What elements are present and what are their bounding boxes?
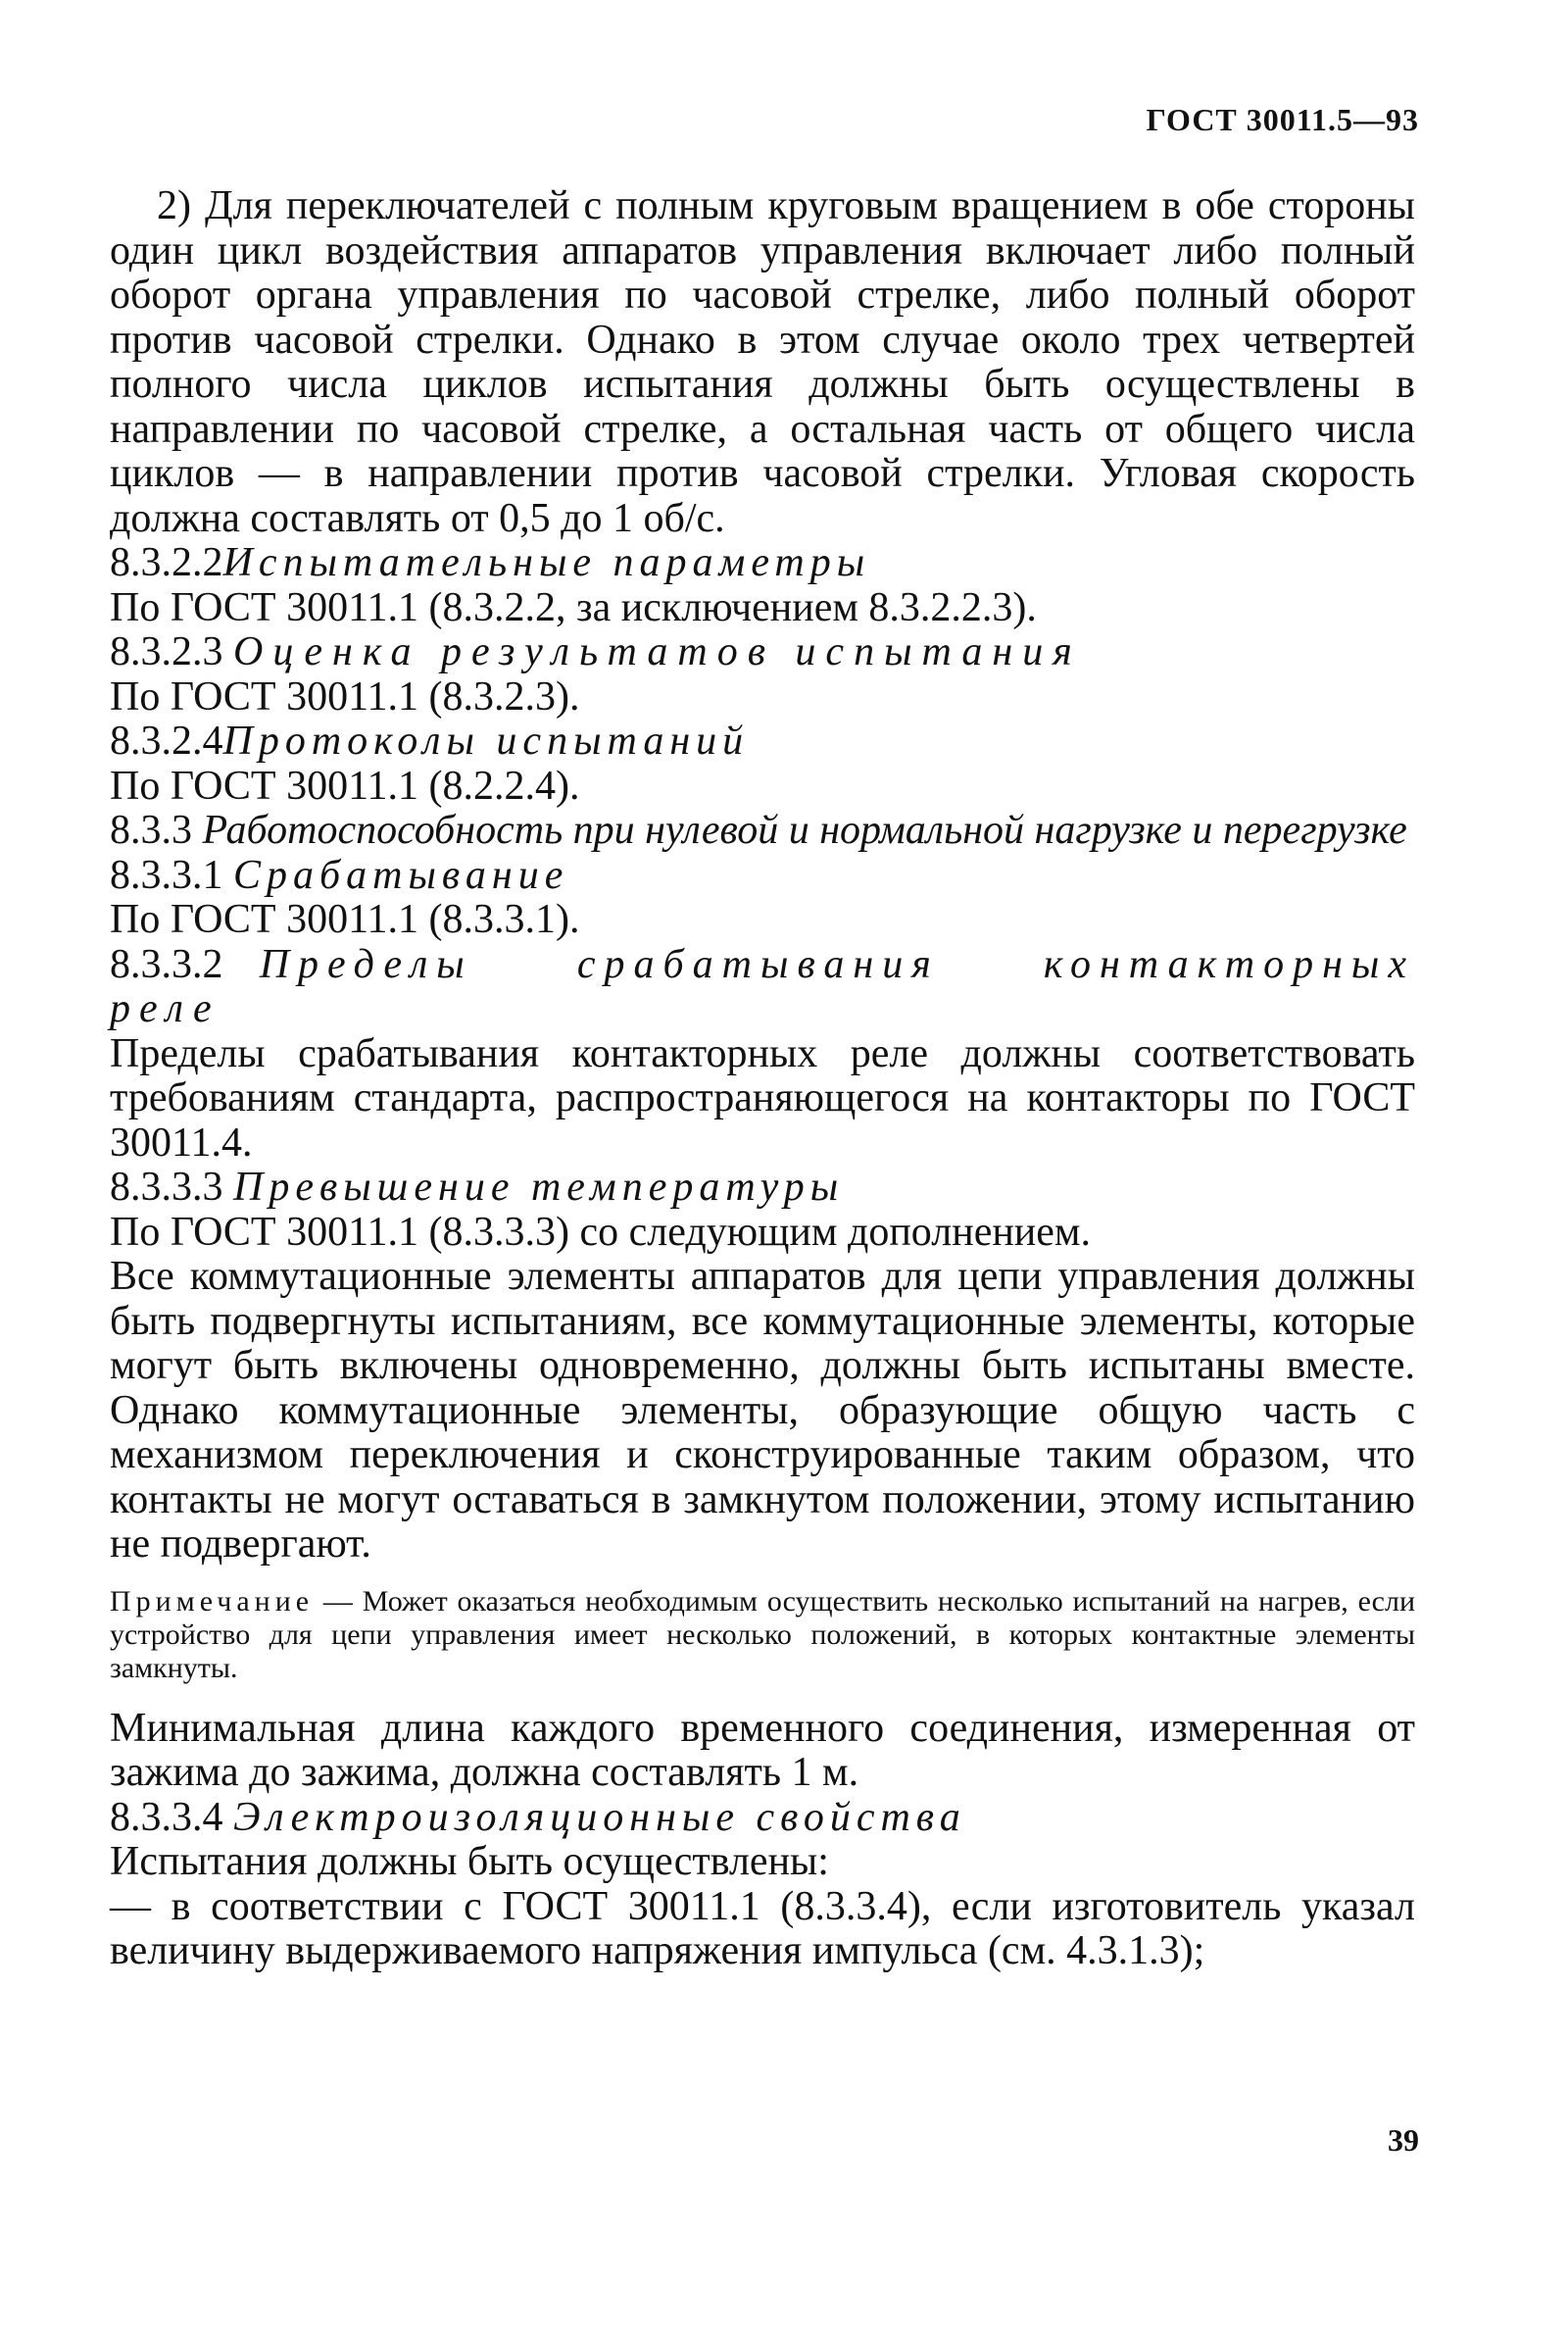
section-8-3-2-4-text: По ГОСТ 30011.1 (8.2.2.4). [110,763,580,809]
section-title: Работоспособность при нулевой и нормальной нагрузке и перегрузке [202,808,1407,853]
section-8-3-3-3-text: По ГОСТ 30011.1 (8.3.3.3) со следующим дополнением. [110,1209,1092,1255]
section-title: Оценка результатов испытания [233,629,1082,674]
section-title: Электроизоляционные свойства [233,1794,966,1840]
section-8-3-3-4-list-item: — в соответствии с ГОСТ 30011.1 (8.3.3.4), если изготовитель указал величину выдерживаемого напряжения импульса (см. 4.3.1.3); [110,1883,1415,1973]
section-number: 8.3.2.2 [110,540,223,585]
section-number: 8.3.3.3 [110,1165,223,1210]
section-title: Срабатывание [233,852,569,898]
section-title: Пределы срабатывания контакторных реле [110,941,1415,1031]
section-number: 8.3.3.2 [110,941,223,987]
section-number: 8.3.3 [110,808,192,853]
section-number: 8.3.2.3 [110,629,223,674]
page-number: 39 [1388,2122,1419,2158]
section-8-3-2-2-text: По ГОСТ 30011.1 (8.3.2.2, за исключением 8.3.2.2.3). [110,584,1037,630]
section-8-3-3-2-heading [110,943,1415,1032]
section-8-3-3-2-text: Пределы срабатывания контакторных реле должны соответствовать требованиям стандарта, распространяющегося на контакторы по ГОСТ 30011.4. [110,1030,1415,1166]
note-text: — Может оказаться необходимым осуществить несколько испытаний на нагрев, если устройство для цепи управления имеет несколько положений, в которых контактные элементы замкнуты. [110,1584,1415,1684]
section-8-3-2-4-heading [110,720,1415,765]
minimum-length-paragraph: Минимальная длина каждого временного соединения, измеренная от зажима до зажима, должна составлять 1 м. [110,1705,1415,1795]
section-number: 8.3.3.1 [110,852,223,898]
section-title: Испытательные параметры [222,540,871,585]
note-block [110,1585,1415,1685]
page-header: ГОСТ 30011.5—93 [1146,102,1419,137]
section-title: Протоколы испытаний [222,719,750,764]
section-8-3-3-4-text: Испытания должны быть осуществлены: [110,1839,829,1884]
section-8-3-2-3-heading [110,630,1415,675]
section-number: 8.3.3.4 [110,1794,223,1840]
document-body [110,184,1415,1974]
section-8-3-3-1-heading [110,854,1415,899]
paragraph-rotation: 2) Для переключателей с полным круговым вращением в обе стороны один цикл воздействия аппаратов управления включает либо полный оборот органа управления по часовой стрелке, либо полный оборот против часовой стрелки. Однако в этом случае около трех четвертей полного числа циклов испытания должны быть осуществлены в направлении по часовой стрелке, а остальная часть от общего числа циклов — в направлении против часовой стрелки. Угловая скорость должна составлять от 0,5 до 1 об/с. [110,183,1415,541]
section-8-3-3-3-heading [110,1166,1415,1211]
section-8-3-3-3-paragraph: Все коммутационные элементы аппаратов для цепи управления должны быть подвергнуты испытаниям, все коммутационные элементы, которые могут быть включены одновременно, должны быть испытаны вместе. Однако коммутационные элементы, образующие общую часть с механизмом переключения и сконструированные таким образом, что контакты не могут оставаться в замкнутом положении, этому испытанию не подвергают. [110,1254,1415,1567]
section-8-3-3-4-heading [110,1796,1415,1841]
section-8-3-2-3-text: По ГОСТ 30011.1 (8.3.2.3). [110,673,580,720]
section-8-3-3-1-text: По ГОСТ 30011.1 (8.3.3.1). [110,897,580,942]
section-8-3-2-2-heading [110,541,1415,586]
section-8-3-3-heading [110,809,1415,854]
section-number: 8.3.2.4 [110,719,223,764]
note-label: Примечание [110,1584,315,1617]
section-title: Превышение температуры [233,1165,845,1210]
